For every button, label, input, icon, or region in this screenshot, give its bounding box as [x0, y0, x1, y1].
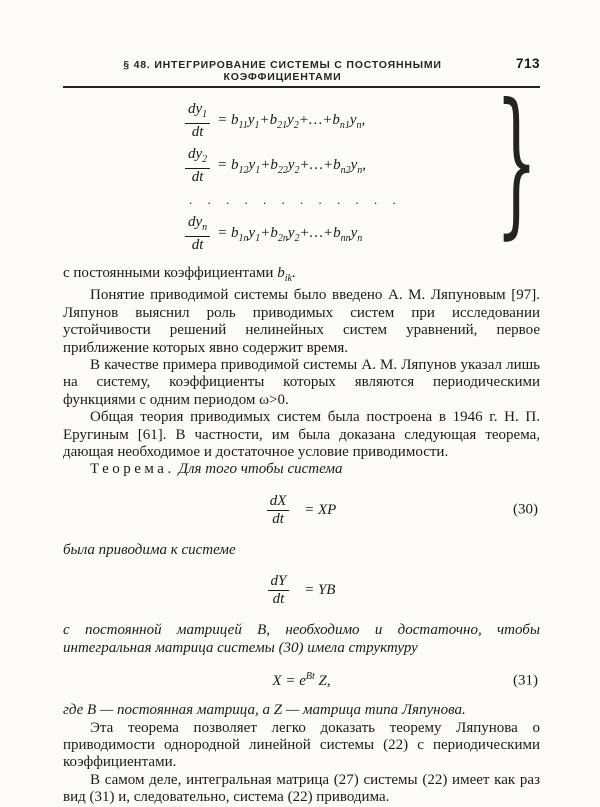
paragraph-theorem-application: Эта теорема позволяет легко доказать теорему Ляпунова о приводимости однородной линейной системы (22) с периодическими коэффициентами. [63, 719, 540, 771]
equation-YB [63, 574, 540, 607]
reducible-line: была приводима к системе [63, 541, 236, 558]
equation-31-body: $X = e^{Bt}$ Z, [272, 671, 331, 690]
header-rule [63, 86, 540, 88]
equation-rhs: = $b_{11}y_1+b_{21}y_2+\dots+b_{n1}y_n$, [217, 111, 366, 131]
equation-30 [63, 494, 540, 527]
ellipsis-dots-row: . . . . . . . . . . . . [189, 192, 402, 207]
equation-31-label: (31) [513, 672, 538, 689]
equation-30-label: (30) [513, 501, 538, 518]
paragraph-erugin-theory: Общая теория приводимых систем была построена в 1946 г. Н. П. Еругиным [61]. В частности, им была доказана следующая теорема, дающая необходимое и достаточное условие приводимости. [63, 409, 540, 461]
equation-rhs: = $b_{12}y_1+b_{22}y_2+\dots+b_{n2}y_n$, [217, 156, 367, 176]
equation-row-2 [185, 147, 485, 185]
fraction-dy2-dt: $\frac{dy_2}{dt}$ [185, 147, 210, 185]
equation-row-1 [185, 102, 485, 140]
equation-rhs: = $b_{1n}y_1+b_{2n}y_2+\dots+b_{nn}y_n$ [217, 224, 363, 244]
paragraph-lyapunov-intro: Понятие приводимой системы было введено А. М. Ляпуновым [97]. Ляпунов выяснил роль приводимых систем при исследовании устойчивости решений нелинейных систем уравнений, первое приближение которых явно содержит время. [63, 287, 540, 356]
fraction-dX-dt: $\frac{dX}{dt}$ [267, 494, 290, 527]
equation-31 [63, 671, 540, 690]
system-brace: } [495, 70, 538, 254]
theorem-statement [63, 461, 540, 478]
paragraph-conclusion: В самом деле, интегральная матрица (27) системы (22) имеет как раз вид (31) и, следовательно, система (22) приводима. [63, 771, 540, 806]
equation-30-body: $\frac{dX}{dt}$ = XP [267, 502, 337, 518]
theorem-label: Теорема. [90, 461, 175, 478]
paragraph-periodic-example: В качестве примера приводимой системы А. М. Ляпунов указал лишь на систему, коэффициенты которых являются периодическими функциями с одним периодом ω>0. [63, 357, 540, 408]
running-header [63, 56, 540, 83]
page-number: 713 [515, 56, 540, 71]
equation-system [185, 70, 538, 254]
where-line: где B — постоянная матрица, а Z — матрица типа Ляпунова. [63, 702, 466, 719]
equation-YB-body: $\frac{dY}{dt}$ = YB [268, 582, 336, 598]
fraction-dY-dt: $\frac{dY}{dt}$ [268, 574, 290, 607]
equation-row-n [185, 215, 485, 253]
fraction-dyn-dt: $\frac{dy_n}{dt}$ [185, 215, 210, 253]
section-title: § 48. ИНТЕГРИРОВАНИЕ СИСТЕМЫ С ПОСТОЯННЫМИ КОЭФФИЦИЕНТАМИ [123, 59, 442, 83]
coefficients-line: с постоянными коэффициентами $b_{ik}$. [63, 265, 296, 284]
fraction-dy1-dt: $\frac{dy_1}{dt}$ [185, 102, 210, 140]
theorem-text: Для того чтобы система [178, 461, 343, 478]
matrix-condition-line: с постоянной матрицей B, необходимо и достаточно, чтобы интегральная матрица системы (30) имела структуру [63, 622, 540, 656]
